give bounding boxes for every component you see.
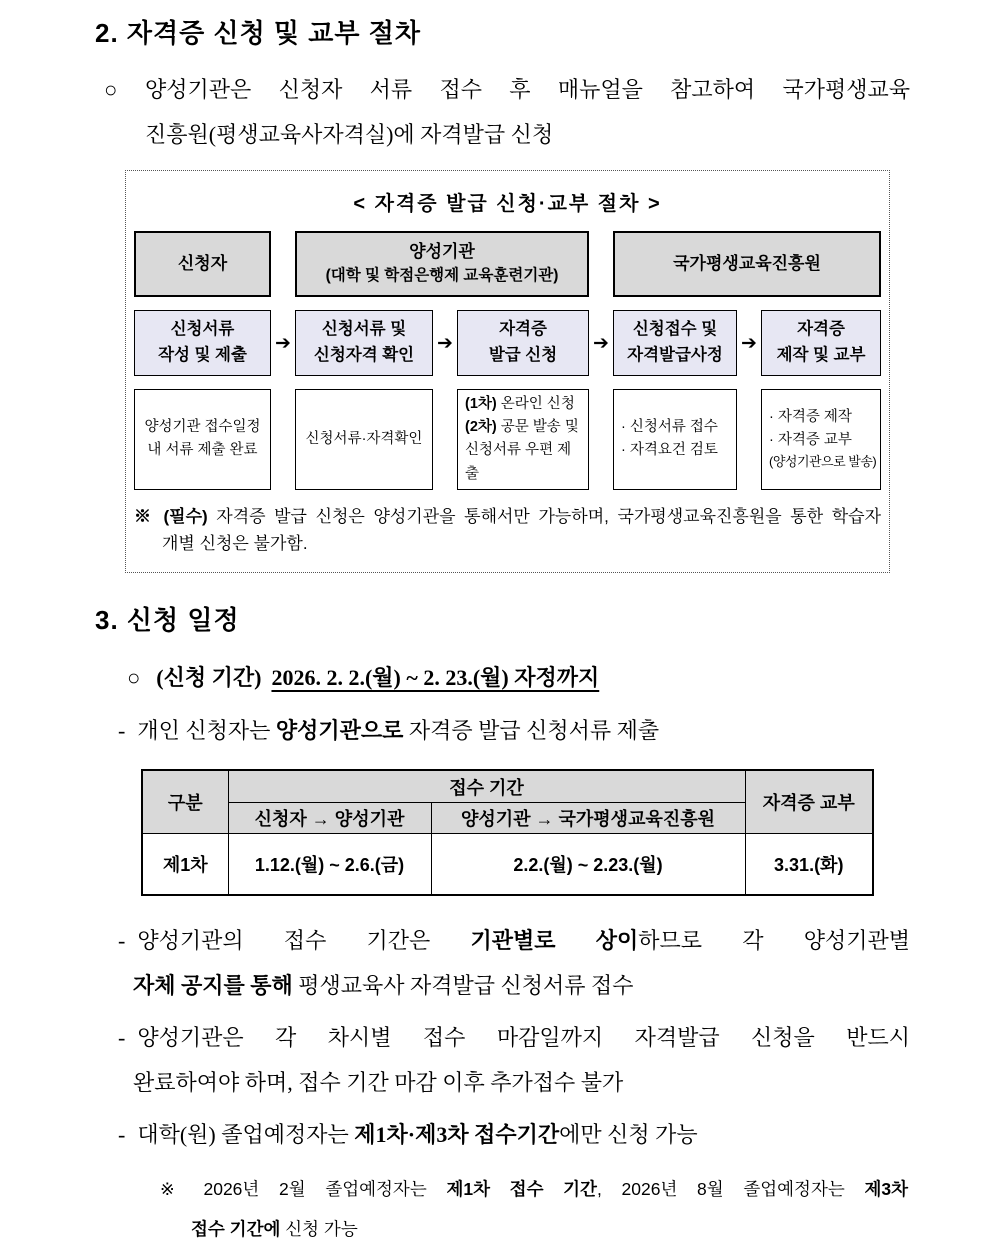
detail-line: 양성기관 접수일정 [144, 419, 261, 436]
header-cell-certificate-issue: 자격증 교부 [745, 770, 873, 834]
period-label: (신청 기간) [156, 664, 262, 690]
detail-line: 신청서류·자격확인 [305, 430, 423, 447]
reference-mark-icon: ※ [134, 506, 155, 526]
circle-bullet-icon: ○ [104, 77, 118, 102]
cell-round: 제1차 [142, 834, 228, 895]
detail-line: 내 서류 제출 완료 [147, 442, 258, 459]
paragraph-line: 자체 공지를 통해 평생교육사 자격발급 신청서류 접수 [133, 972, 634, 998]
step-line: 신청접수 및 [632, 320, 718, 339]
detail-line: (2차) 공문 발송 및 [465, 419, 579, 436]
flowchart-box [125, 170, 890, 573]
detail-line: · 자격요건 검토 [621, 442, 718, 459]
table-row [142, 834, 873, 895]
cell-period-1: 1.12.(월) ~ 2.6.(금) [228, 834, 431, 895]
step-line: 신청서류 [170, 320, 235, 339]
paragraph-line: 양성기관은 신청자 서류 접수 후 매뉴얼을 참고하여 국가평생교육 [145, 77, 910, 102]
dash-bullet-icon: - [118, 927, 126, 953]
paragraph-line: - 대학(원) 졸업예정자는 제1차·제3차 접수기간에만 신청 가능 [118, 1121, 698, 1147]
note-line: ※ (필수) 자격증 발급 신청은 양성기관을 통해서만 가능하며, 국가평생교육진흥원을 통한 학습자 [134, 506, 881, 526]
schedule-table [141, 769, 874, 896]
detail-line: · 자격증 교부 [769, 431, 852, 448]
cell-period-2: 2.2.(월) ~ 2.23.(월) [431, 834, 745, 895]
graduates-note [160, 1169, 908, 1249]
header-cell-reception-period: 접수 기간 [228, 770, 745, 803]
reference-mark-icon: ※ [160, 1178, 190, 1199]
step-line: 신청자격 확인 [313, 346, 415, 364]
dash-item-expected-graduates [118, 1112, 910, 1157]
flowchart-grid [134, 231, 881, 490]
step-line: 자격발급사정 [627, 346, 723, 364]
right-arrow-icon: ➔ [741, 332, 757, 354]
paragraph-line: - 개인 신청자는 양성기관으로 자격증 발급 신청서류 제출 [118, 717, 660, 743]
step-box-2 [295, 310, 433, 376]
cell-issue-date: 3.31.(화) [745, 834, 873, 895]
step-line: 작성 및 제출 [158, 346, 247, 364]
detail-line: (1차) 온라인 신청 [465, 396, 575, 412]
step-box-3 [457, 310, 589, 376]
right-arrow-icon: ➔ [275, 332, 291, 354]
subheader-cell-applicant-to-institution: 신청자 → 양성기관 [228, 803, 431, 834]
dash-item-institution-periods [118, 918, 910, 1008]
actor-name: 양성기관 [409, 242, 475, 262]
section2-paragraph [104, 67, 910, 157]
actor-name: 신청자 [177, 253, 228, 273]
flowchart-note [134, 503, 881, 557]
detail-box-1 [134, 389, 271, 490]
actor-box-applicant [134, 231, 271, 297]
step-line: 신청서류 및 [321, 320, 407, 339]
detail-line: · 신청서류 접수 [621, 419, 718, 436]
section2-heading: 2. 자격증 신청 및 교부 절차 [95, 18, 421, 48]
dash-bullet-icon: - [118, 1024, 126, 1050]
paragraph-line: - 양성기관은 각 차시별 접수 마감일까지 자격발급 신청을 반드시 [118, 1024, 910, 1050]
step-line: 자격증 [797, 320, 845, 339]
note-line: 접수 기간에 신청 가능 [191, 1218, 358, 1239]
detail-box-4 [613, 389, 737, 490]
header-cell-category: 구분 [142, 770, 228, 834]
detail-box-3 [457, 389, 589, 490]
section3-heading: 3. 신청 일정 [95, 604, 240, 635]
circle-bullet-icon: ○ [127, 664, 141, 690]
detail-line: · 자격증 제작 [769, 408, 852, 425]
table-header-row [142, 770, 873, 803]
paragraph-line: 완료하여야 하며, 접수 기간 마감 이후 추가접수 불가 [133, 1069, 624, 1095]
note-line: ※ 2026년 2월 졸업예정자는 제1차 접수 기간, 2026년 8월 졸업예정자는 제3차 [160, 1178, 908, 1199]
right-arrow-icon: ➔ [593, 332, 609, 354]
step-box-4 [613, 310, 737, 376]
flowchart-title: < 자격증 발급 신청·교부 절차 > [353, 193, 662, 215]
step-box-1 [134, 310, 271, 376]
dash-item-deadline [118, 1015, 910, 1105]
actor-box-nile [613, 231, 881, 297]
subheader-cell-institution-to-nile: 양성기관 → 국가평생교육진흥원 [431, 803, 745, 834]
paragraph-line: 진흥원(평생교육사자격실)에 자격발급 신청 [145, 122, 554, 147]
note-line: 개별 신청은 불가함. [162, 533, 308, 553]
detail-line: (양성기관으로 발송) [769, 454, 877, 470]
actor-name: 국가평생교육진흥원 [673, 253, 821, 273]
detail-box-2 [295, 389, 433, 490]
dash-bullet-icon: - [118, 717, 126, 743]
detail-line: 신청서류 우편 제출 [465, 442, 572, 482]
right-arrow-icon: ➔ [437, 332, 453, 354]
dash-item-individual-applicant [118, 708, 910, 753]
section2-paragraph-text [145, 67, 910, 157]
actor-subtitle: (대학 및 학점은행제 교육훈련기관) [325, 267, 559, 285]
paragraph-line: - 양성기관의 접수 기간은 기관별로 상이하므로 각 양성기관별 [118, 927, 910, 953]
step-line: 발급 신청 [488, 346, 558, 364]
step-line: 자격증 [499, 320, 547, 339]
period-value: 2026. 2. 2.(월) ~ 2. 23.(월) 자정까지 [271, 664, 600, 690]
actor-box-training-institution [295, 231, 589, 297]
dash-bullet-icon: - [118, 1121, 126, 1147]
step-box-5 [761, 310, 881, 376]
application-period-line [127, 655, 992, 700]
detail-box-5 [761, 389, 881, 490]
step-line: 제작 및 교부 [776, 346, 866, 364]
